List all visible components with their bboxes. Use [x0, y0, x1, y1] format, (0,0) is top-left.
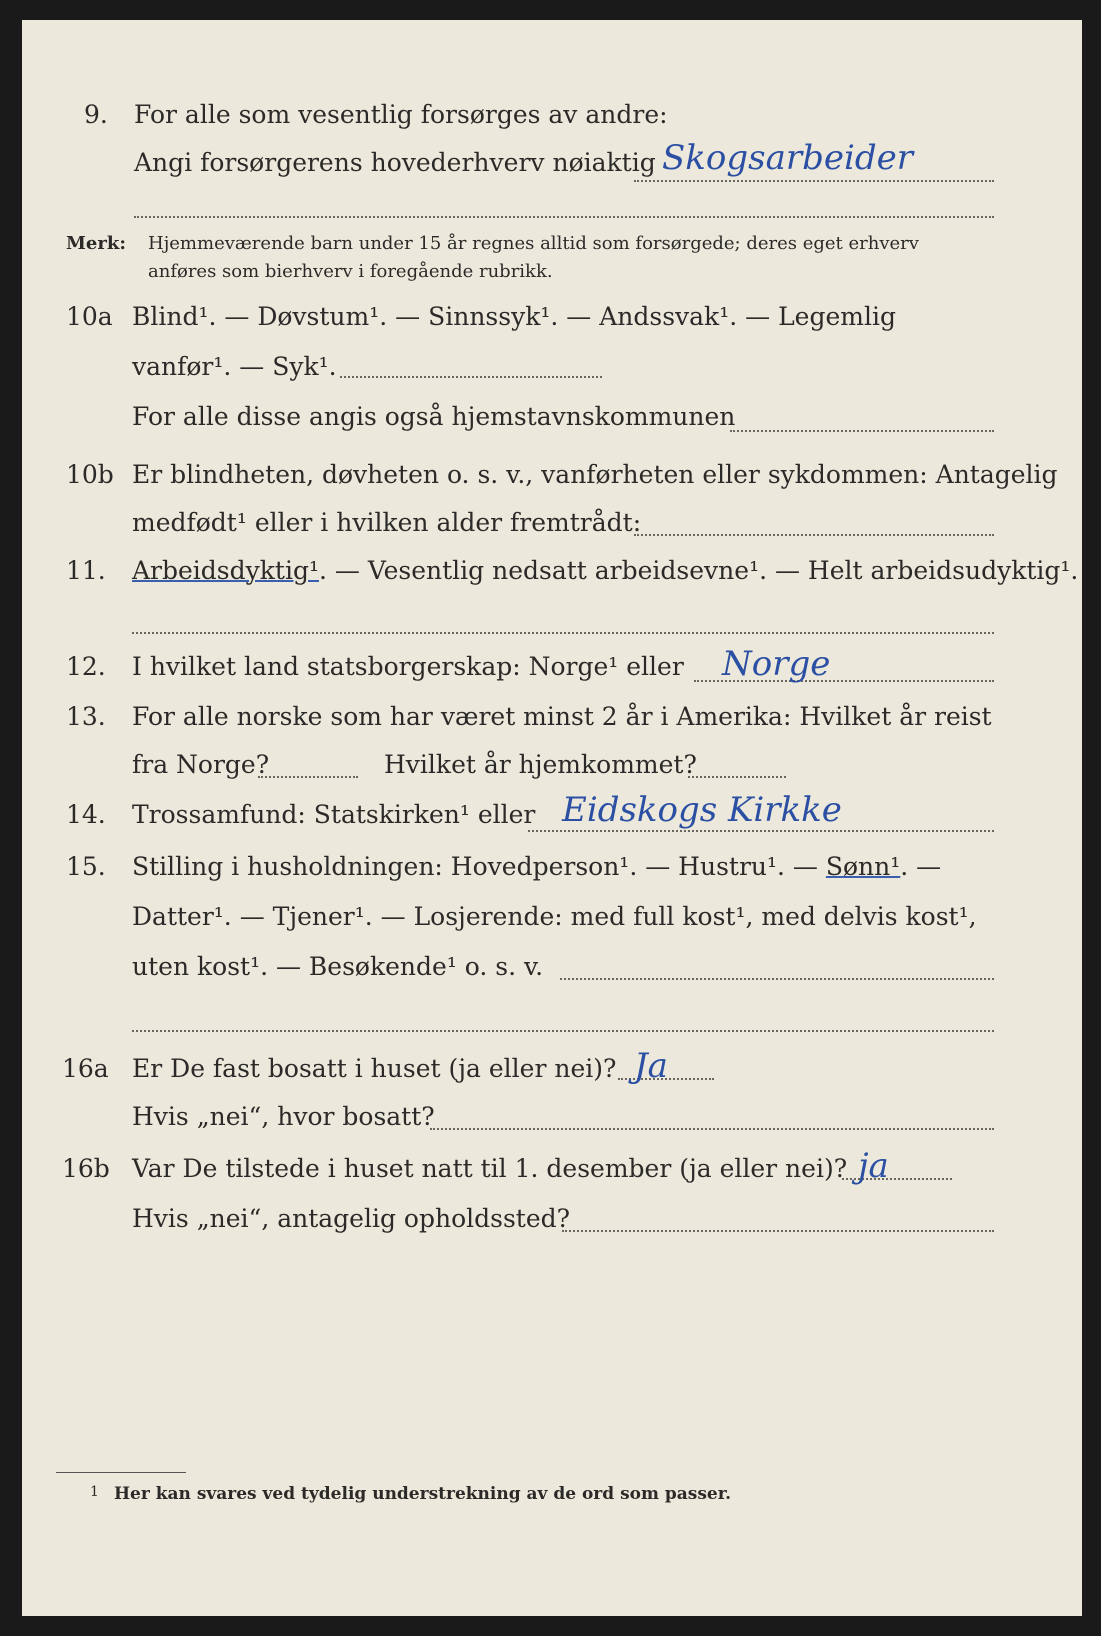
q11-rest: . — Vesentlig nedsatt arbeidsevne¹. — Helt arbeidsudyktig¹. — [318, 556, 1079, 585]
q10a-syk-line — [340, 376, 602, 378]
merk-line2: anføres som bierhverv i foregående rubrikk. — [148, 261, 553, 282]
q14-text: Trossamfund: Statskirken¹ eller — [132, 800, 536, 829]
item-number-16b: 16b — [62, 1154, 110, 1183]
q9-line2: Angi forsørgerens hovederhverv nøiaktig — [134, 148, 656, 177]
q11-extra-line — [132, 632, 994, 634]
q10a-line2: vanfør¹. — Syk¹. — [132, 352, 337, 381]
q16a-handwritten-answer: Ja — [634, 1046, 668, 1086]
q10b-line2: medfødt¹ eller i hvilken alder fremtrådt: — [132, 508, 642, 537]
q10a-kommune-line — [730, 430, 994, 432]
q14-handwritten-answer: Eidskogs Kirkke — [562, 790, 842, 830]
footnote-rule — [56, 1472, 186, 1473]
q15-extra-line — [132, 1030, 994, 1032]
item-number-15: 15. — [66, 852, 106, 881]
item-number-10a: 10a — [66, 302, 113, 331]
footnote-mark: 1 — [90, 1484, 99, 1500]
q16a-line2: Hvis „nei“, hvor bosatt? — [132, 1102, 435, 1131]
q16b-line2: Hvis „nei“, antagelig opholdssted? — [132, 1204, 571, 1233]
item-number-14: 14. — [66, 800, 106, 829]
item-number-9: 9. — [84, 100, 108, 129]
merk-line1: Hjemmeværende barn under 15 år regnes alltid som forsørgede; deres eget erhverv — [148, 233, 919, 254]
q15-line1-text: Stilling i husholdningen: Hovedperson¹. — Hustru¹. — — [132, 852, 818, 881]
q13-line2b: Hvilket år hjemkommet? — [384, 750, 697, 779]
q16b-opholdssted-line — [562, 1230, 994, 1232]
q16a-bosatt-line — [430, 1128, 994, 1130]
q9-line1: For alle som vesentlig forsørges av andre: — [134, 100, 668, 129]
q11-underlined-option: Arbeidsdyktig¹ — [132, 556, 319, 585]
q9-extra-line — [134, 216, 994, 218]
q15-line3: uten kost¹. — Besøkende¹ o. s. v. — [132, 952, 544, 981]
q16b-handwritten-answer: ja — [858, 1146, 889, 1186]
q13-line1: For alle norske som har været minst 2 år i Amerika: Hvilket år reist — [132, 702, 992, 731]
q13-line2a: fra Norge? — [132, 750, 270, 779]
q15-line1-end: . — — [900, 852, 942, 881]
q15-answer-line — [560, 978, 994, 980]
census-form-page — [22, 20, 1082, 1616]
merk-label: Merk: — [66, 233, 126, 254]
q11-text — [132, 556, 1078, 586]
footnote-text: Her kan svares ved tydelig understrekning av de ord som passer. — [114, 1484, 732, 1504]
q9-answer-line — [634, 180, 994, 182]
q13-reist-line — [258, 776, 358, 778]
q16b-line1: Var De tilstede i huset natt til 1. desember (ja eller nei)? — [132, 1154, 848, 1183]
q15-line2: Datter¹. — Tjener¹. — Losjerende: med full kost¹, med delvis kost¹, — [132, 902, 977, 931]
item-number-10b: 10b — [66, 460, 114, 489]
q10b-answer-line — [634, 534, 994, 536]
q12-handwritten-answer: Norge — [722, 644, 831, 684]
q10a-line3: For alle disse angis også hjemstavnskommunen — [132, 402, 736, 431]
q16a-line1: Er De fast bosatt i huset (ja eller nei)? — [132, 1054, 617, 1083]
q15-line1 — [132, 852, 941, 882]
q14-answer-line — [528, 830, 994, 832]
q13-hjemkommet-line — [688, 776, 786, 778]
item-number-11: 11. — [66, 556, 106, 585]
q15-underlined-option: Sønn¹ — [825, 852, 901, 881]
item-number-16a: 16a — [62, 1054, 109, 1083]
item-number-12: 12. — [66, 652, 106, 681]
item-number-13: 13. — [66, 702, 106, 731]
q9-handwritten-answer: Skogsarbeider — [662, 138, 913, 178]
q10b-line1: Er blindheten, døvheten o. s. v., vanførheten eller sykdommen: Antagelig — [132, 460, 1058, 489]
q10a-line1: Blind¹. — Døvstum¹. — Sinnssyk¹. — Andssvak¹. — Legemlig — [132, 302, 896, 331]
q12-text: I hvilket land statsborgerskap: Norge¹ eller — [132, 652, 684, 681]
